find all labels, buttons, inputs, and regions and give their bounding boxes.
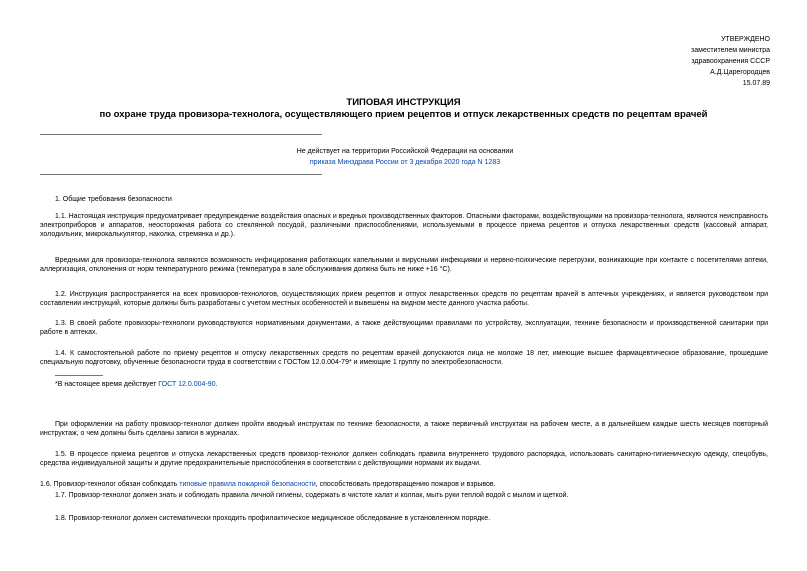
paragraph-1-5: 1.5. В процессе приема рецептов и отпуска лекарственных средств провизор-технолог должен соблюдать правила внутреннего трудового распорядка, использовать санитарно-гигиеническую одежду, спецобувь, средства индивидуальной защиты и другие предохранительные приспособления в соответствии с действующими нормами их выдачи. xyxy=(40,451,768,467)
approval-line: заместителем министра xyxy=(691,47,770,54)
paragraph-1-6 xyxy=(40,480,768,489)
divider xyxy=(40,174,322,175)
footnote xyxy=(55,380,218,389)
footnote-text: *В настоящее время действует xyxy=(55,381,157,388)
fire-safety-rules-link[interactable]: типовые правила пожарной безопасности xyxy=(179,481,316,488)
approval-line: УТВЕРЖДЕНО xyxy=(720,36,770,43)
approval-block xyxy=(691,34,770,89)
paragraph-1-2: 1.2. Инструкция распространяется на всех провизоров-технологов, осуществляющих прием рецептов и отпуск лекарственных средств по рецептам врачей в аптечных учреждениях, и является руководством при составлении инструкций, которые должны быть разработаны с учетом местных особенностей и вывешены на видном месте данного участка работы. xyxy=(40,291,768,307)
gost-link[interactable]: ГОСТ 12.0.004-90 xyxy=(158,381,216,388)
paragraph-1-6-tail: , способствовать предотвращению пожаров и взрывов. xyxy=(315,481,496,488)
paragraph-1-1: 1.1. Настоящая инструкция предусматривает предупреждение воздействия опасных и вредных производственных факторов. Опасными факторами, воздействующими на провизора-технолога, являются неисправность электроприборов и аппаратов, неосторожная работа со стеклянной посудой, различными приспособлениями, используемыми в процессе приема рецептов и отпуска лекарственных средств (кассовый аппарат, холодильник, микрокалькулятор, наколка, стремянка и др.). xyxy=(40,213,768,238)
paragraph-1-8: 1.8. Провизор-технолог должен систематически проходить профилактическое медицинское обследование в установленном порядке. xyxy=(55,515,491,522)
approval-line: здравоохранения СССР xyxy=(691,58,770,65)
paragraph-1-7: 1.7. Провизор-технолог должен знать и соблюдать правила личной гигиены, содержать в чистоте халат и колпак, мыть руки теплой водой с мылом и щеткой. xyxy=(55,492,569,499)
divider xyxy=(40,134,322,135)
status-order-link[interactable]: приказа Минздрава России от 3 декабря 2020 года N 1283 xyxy=(309,159,501,166)
title-line-1: ТИПОВАЯ ИНСТРУКЦИЯ xyxy=(346,97,461,108)
paragraph-instruction-intro: При оформлении на работу провизор-технолог должен пройти вводный инструктаж по технике безопасности, а также первичный инструктаж на рабочем месте, а в дальнейшем каждые шесть месяцев повторный инструктаж, о чем должны быть сделаны записи в журналах. xyxy=(40,421,768,437)
paragraph-harmful-factors: Вредными для провизора-технолога являются возможность инфицирования работающих капельными и вирусными инфекциями и нервно-психические перегрузки, возникающие при контакте с посетителями аптеки, аллергизация, отклонения от норм температурного режима (температура в зале обслуживания должна быть не ниже +16 °С). xyxy=(40,257,768,273)
footnote-divider xyxy=(55,375,103,376)
title-line-2: по охране труда провизора-технолога, осуществляющего прием рецептов и отпуск лекарственных средств по рецептам врачей xyxy=(99,109,708,120)
paragraph-1-4: 1.4. К самостоятельной работе по приему рецептов и отпуску лекарственных средств по рецептам врачей допускаются лица не моложе 18 лет, имеющие высшее фармацевтическое образование, прошедшие специальную подготовку, обученные безопасности труда в соответствии с ГОСТом 12.0.004-79* и имеющие 1 группу по электробезопасности. xyxy=(40,350,768,366)
approval-line: 15.07.89 xyxy=(742,80,770,87)
paragraph-1-6-text: 1.6. Провизор-технолог обязан соблюдать xyxy=(40,481,178,488)
section-heading: 1. Общие требования безопасности xyxy=(55,196,172,203)
approval-line: А.Д.Царегородцев xyxy=(710,69,770,76)
document-title xyxy=(0,97,807,121)
status-notice xyxy=(55,146,755,168)
status-text: Не действует на территории Российской Федерации на основании xyxy=(296,148,514,155)
paragraph-1-3: 1.3. В своей работе провизоры-технологи руководствуются нормативными документами, а также действующими правилами по устройству, эксплуатации, технике безопасности и производственной санитарии при работе в аптеках. xyxy=(40,320,768,336)
footnote-tail: . xyxy=(215,381,218,388)
